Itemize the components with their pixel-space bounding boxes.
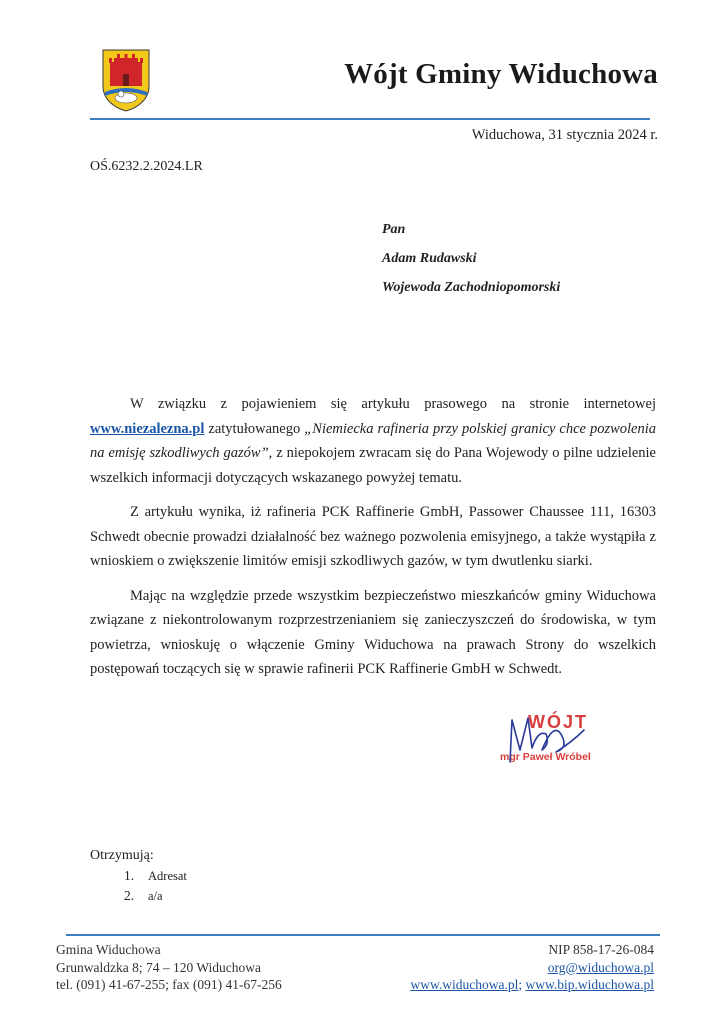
recipients-list: [124, 866, 187, 906]
letterhead-title: Wójt Gminy Widuchowa: [344, 58, 658, 90]
article-title-quote: „Niemiecka rafineria przy polskiej granicy chce pozwolenia na emisję szkodliwych gazów”: [90, 420, 656, 461]
footer-phone: tel. (091) 41-67-255; fax (091) 41-67-256: [56, 977, 282, 992]
footer-divider: [66, 934, 660, 936]
footer-contact: [411, 941, 654, 994]
date-line: Widuchowa, 31 stycznia 2024 r.: [471, 127, 658, 143]
list-text: Adresat: [148, 869, 187, 883]
stamp-title: WÓJT: [528, 712, 588, 732]
footer-email-link[interactable]: org@widuchowa.pl: [547, 959, 654, 975]
footer-address: [56, 941, 282, 994]
list-text: a/a: [148, 889, 163, 903]
paragraph-text: zatytułowanego: [204, 420, 305, 437]
list-number: 1.: [124, 868, 135, 883]
list-number: 2.: [124, 888, 135, 903]
list-item: [124, 866, 187, 886]
article-link[interactable]: www.niezalezna.pl: [90, 420, 205, 437]
footer-website-link[interactable]: www.widuchowa.pl: [410, 977, 519, 992]
letter-body: [90, 392, 656, 692]
list-item: [124, 886, 187, 906]
recipients-label: Otrzymują:: [90, 848, 154, 863]
body-paragraph-1: [90, 392, 656, 490]
header-divider: [90, 118, 650, 120]
addressee-role: Wojewoda Zachodniopomorski: [382, 280, 561, 295]
paragraph-text: , z niepokojem zwracam się do Pana Wojewody o pilne udzielenie wszelkich informacji dotyczących wskazanego powyżej tematu.: [90, 445, 656, 486]
body-paragraph-2: Z artykułu wynika, iż rafineria PCK Raffinerie GmbH, Passower Chaussee 111, 16303 Schwedt obecnie prowadzi działalność bez ważnego pozwolenia emisyjnego, a także wystąpiła z wnioskiem o zwiększenie limitów emisji szkodliwych gazów, w tym dwutlenku siarki.: [90, 504, 656, 569]
addressee-salutation: Pan: [382, 222, 406, 237]
stamp-name: mgr Paweł Wróbel: [500, 751, 591, 763]
footer-bip-link[interactable]: www.bip.widuchowa.pl: [525, 977, 654, 992]
footer-org-name: Gmina Widuchowa: [56, 942, 161, 957]
reference-number: OŚ.6232.2.2024.LR: [90, 159, 203, 174]
paragraph-text: W związku z pojawieniem się artykułu prasowego na stronie internetowej: [130, 396, 656, 412]
footer-nip: NIP 858-17-26-084: [548, 942, 654, 957]
footer-street: Grunwaldzka 8; 74 – 120 Widuchowa: [56, 959, 262, 975]
coat-of-arms-icon: [101, 48, 151, 112]
signature-stamp: [498, 700, 618, 772]
body-paragraph-3: Mając na względzie przede wszystkim bezpieczeństwo mieszkańców gminy Widuchowa związane z niekontrolowanym rozprzestrzenianiem się zanieczyszczeń do środowiska, w tym powietrza, wnioskuję o włączenie Gminy Widuchowa na prawach Strony do wszelkich postępowań toczących się w sprawie rafinerii PCK Raffinerie GmbH w Schwedt.: [90, 587, 656, 677]
footer-link-separator: ;: [518, 977, 523, 992]
addressee-name: Adam Rudawski: [382, 251, 477, 266]
